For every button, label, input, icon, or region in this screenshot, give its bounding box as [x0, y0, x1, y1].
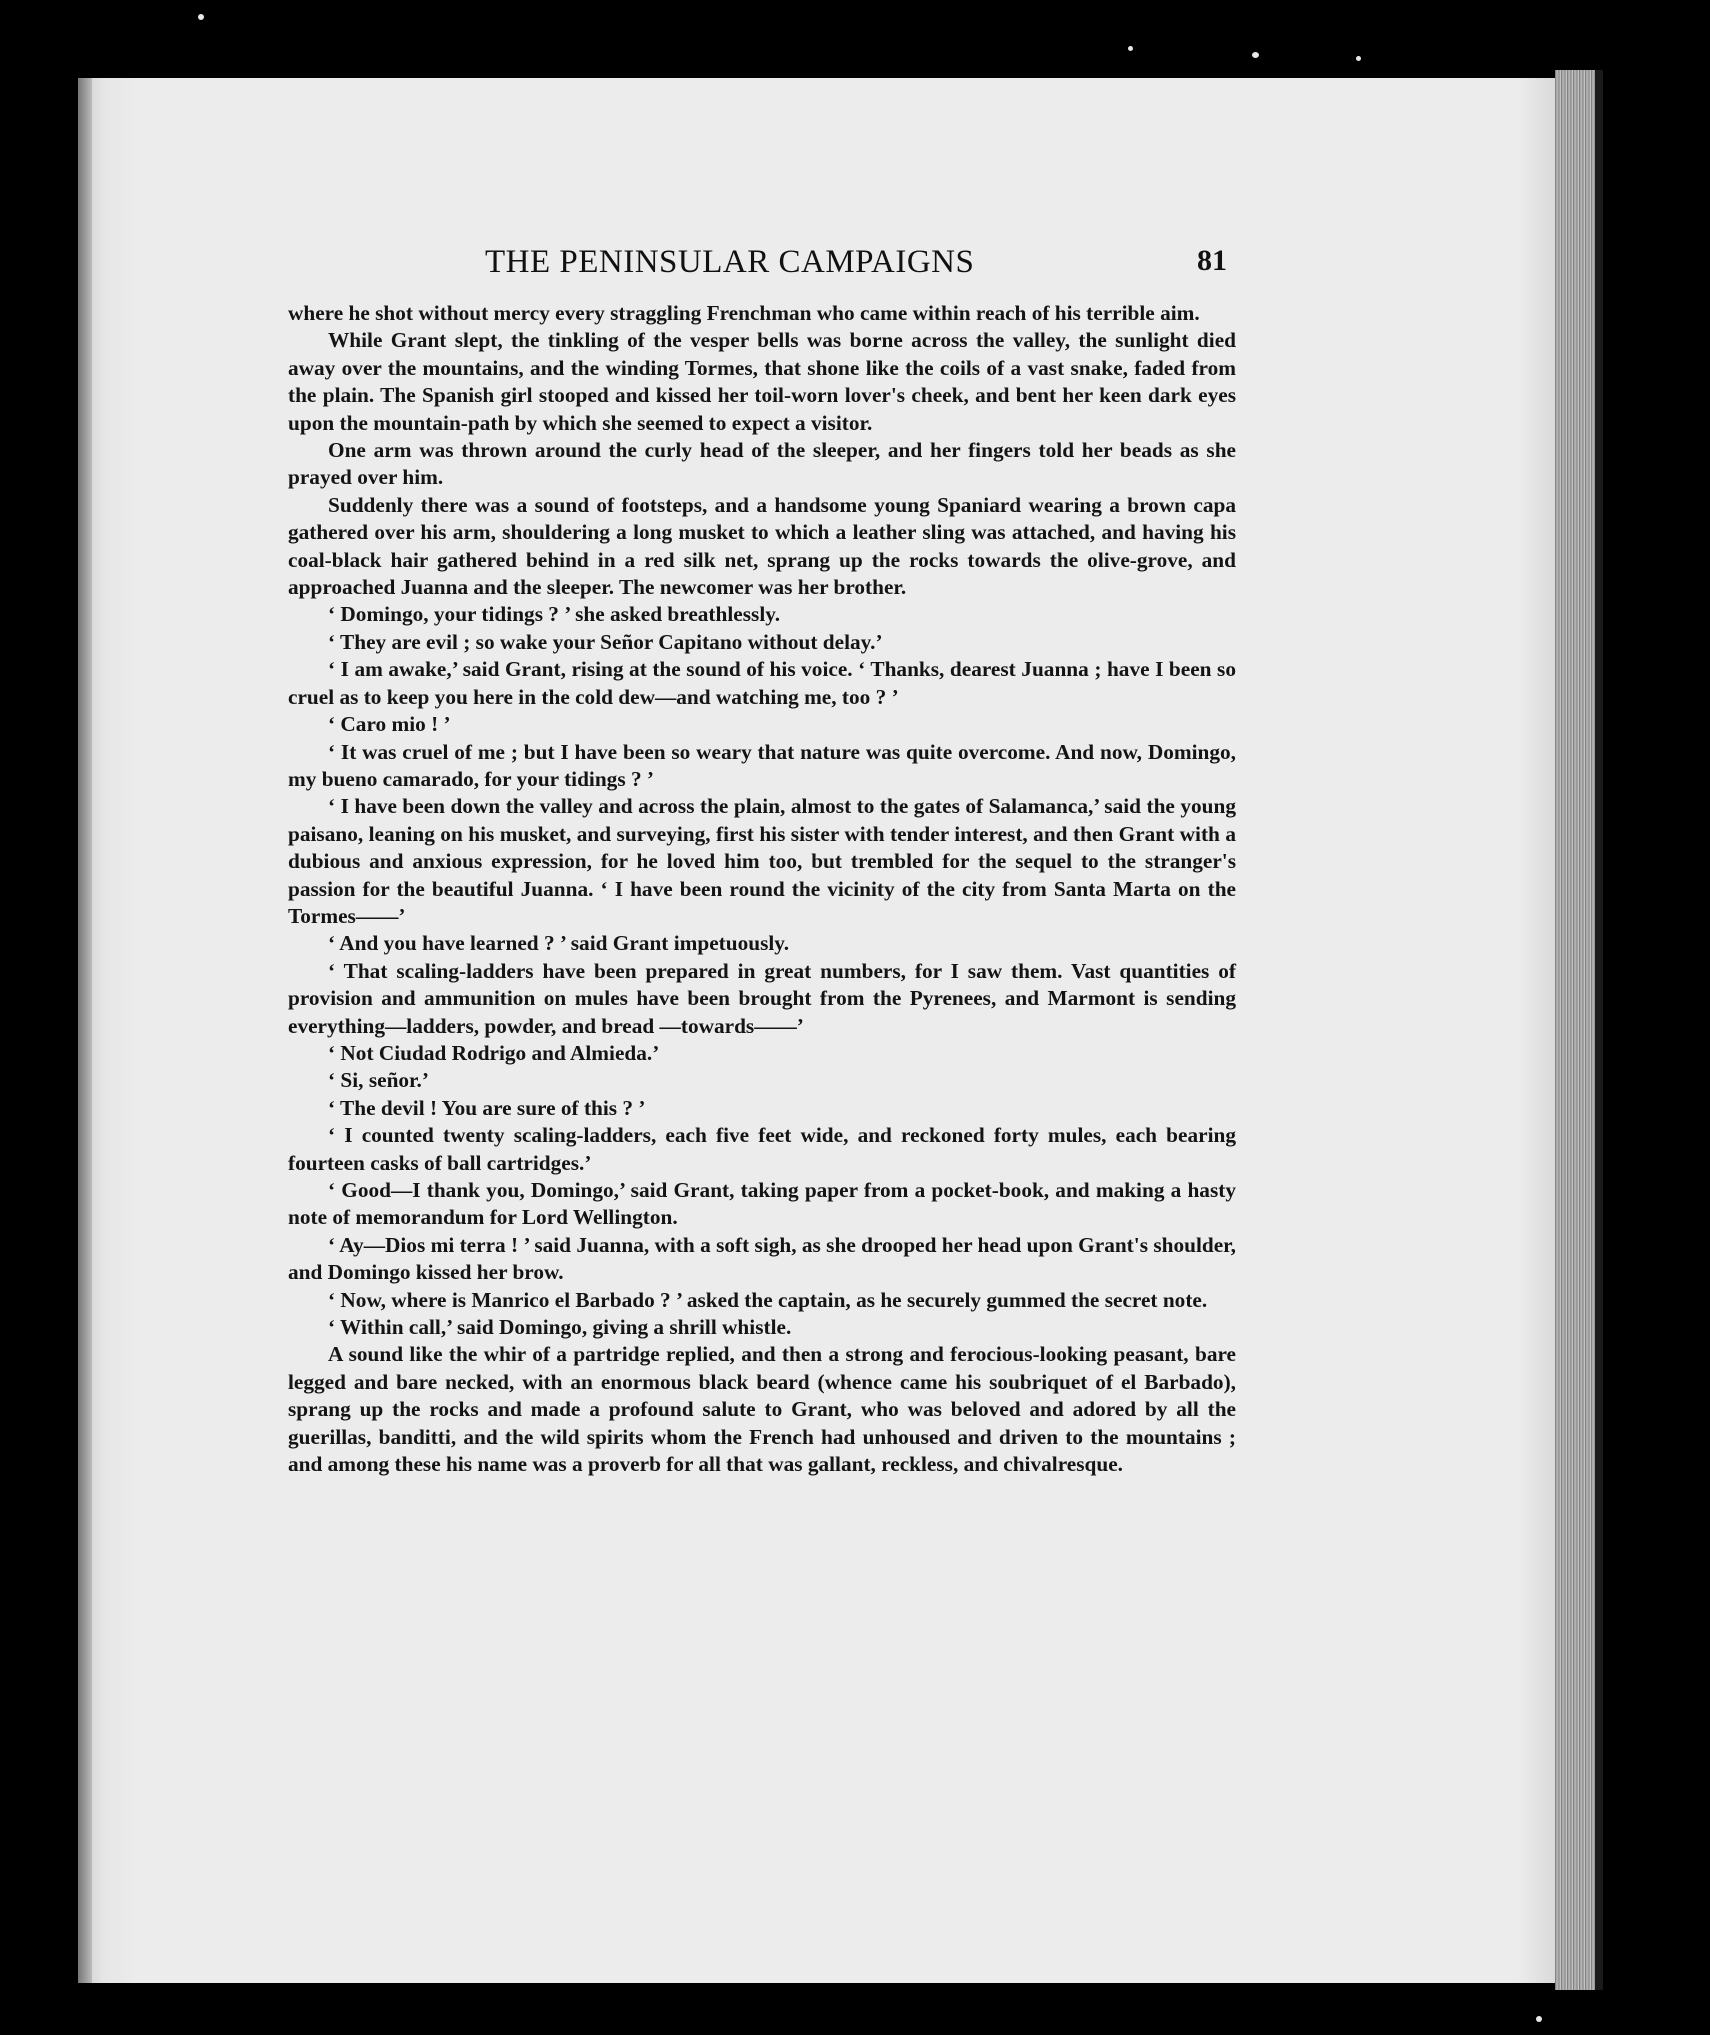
paragraph: ‘ Ay—Dios mi terra ! ’ said Juanna, with a soft sigh, as she drooped her head upon Grant's shoulder, and Domingo kissed her brow.: [288, 1232, 1236, 1285]
paragraph: ‘ Si, señor.’: [328, 1068, 429, 1093]
scan-speck: [1356, 56, 1361, 61]
paragraph: ‘ Domingo, your tidings ? ’ she asked breathlessly.: [328, 602, 781, 627]
paragraph: ‘ Good—I thank you, Domingo,’ said Grant, taking paper from a pocket-book, and making a hasty note of memorandum for Lord Wellington.: [288, 1178, 1236, 1230]
paragraph: ‘ The devil ! You are sure of this ? ’: [328, 1095, 646, 1120]
paragraph: ‘ Now, where is Manrico el Barbado ? ’ asked the captain, as he securely gummed the secret note.: [328, 1287, 1208, 1312]
scan-speck: [1128, 46, 1133, 51]
paragraph: where he shot without mercy every straggling Frenchman who came within reach of his terrible aim.: [288, 301, 1200, 325]
scan-speck: [198, 14, 204, 20]
scan-speck: [1536, 2016, 1542, 2022]
body-text: [288, 300, 1236, 1478]
scan-speck: [1252, 52, 1259, 58]
paragraph: ‘ They are evil ; so wake your Señor Capitano without delay.’: [328, 629, 883, 654]
paragraph: ‘ I counted twenty scaling-ladders, each five feet wide, and reckoned forty mules, each bearing fourteen casks of ball cartridges.’: [288, 1123, 1236, 1175]
paragraph: ‘ I am awake,’ said Grant, rising at the sound of his voice. ‘ Thanks, dearest Juanna ; have I been so cruel as to keep you here in the cold dew—and watching me, too ? ’: [288, 657, 1236, 709]
paragraph: While Grant slept, the tinkling of the vesper bells was borne across the valley, the sunlight died away over the mountains, and the winding Tormes, that shone like the coils of a vast snake, faded from the plain. The Spanish girl stooped and kissed her toil-worn lover's cheek, and bent her keen dark eyes upon the mountain-path by which she seemed to expect a visitor.: [288, 328, 1236, 435]
paragraph: A sound like the whir of a partridge replied, and then a strong and ferocious-looking peasant, bare legged and bare necked, with an enormous black beard (whence came his soubriquet of el Barbado), sprang up the rocks and made a profound salute to Grant, who was beloved and adored by all the guerillas, banditti, and the wild spirits whom the French had unhoused and driven to the mountains ; and among these his name was a proverb for all that was gallant, reckless, and chivalresque.: [288, 1342, 1236, 1477]
paragraph: ‘ It was cruel of me ; but I have been so weary that nature was quite overcome. And now, Domingo, my bueno camarado, for your tidings ? ’: [288, 739, 1236, 791]
page-header: [485, 244, 1227, 284]
paragraph: Suddenly there was a sound of footsteps, and a handsome young Spaniard wearing a brown capa gathered over his arm, shouldering a long musket to which a leather sling was attached, and having his coal-black hair gathered behind in a red silk net, sprang up the rocks towards the olive-grove, and approached Juanna and the sleeper. The newcomer was her brother.: [288, 492, 1236, 600]
paragraph: ‘ Not Ciudad Rodrigo and Almieda.’: [328, 1040, 660, 1065]
running-title: THE PENINSULAR CAMPAIGNS: [485, 244, 975, 280]
paragraph: One arm was thrown around the curly head of the sleeper, and her fingers told her beads as she prayed over him.: [288, 438, 1236, 490]
page-number: 81: [1197, 244, 1227, 277]
paragraph: ‘ And you have learned ? ’ said Grant impetuously.: [328, 931, 790, 956]
edge-shadow: [1595, 70, 1603, 1990]
page-gutter: [78, 78, 92, 1983]
paragraph: ‘ Within call,’ said Domingo, giving a shrill whistle.: [328, 1315, 792, 1340]
paragraph: ‘ Caro mio ! ’: [328, 712, 451, 737]
paragraph: ‘ I have been down the valley and across the plain, almost to the gates of Salamanca,’ said the young paisano, leaning on his musket, and surveying, first his sister with tender interest, and then Grant with a dubious and anxious expression, for he loved him too, but trembled for the sequel to the stranger's passion for the beautiful Juanna. ‘ I have been round the vicinity of the city from Santa Marta on the Tormes——’: [288, 794, 1236, 928]
page-edges: [1555, 70, 1595, 1990]
paragraph: ‘ That scaling-ladders have been prepared in great numbers, for I saw them. Vast quantities of provision and ammunition on mules have been brought from the Pyrenees, and Marmont is sending everything—ladders, powder, and bread —towards——’: [288, 958, 1236, 1038]
